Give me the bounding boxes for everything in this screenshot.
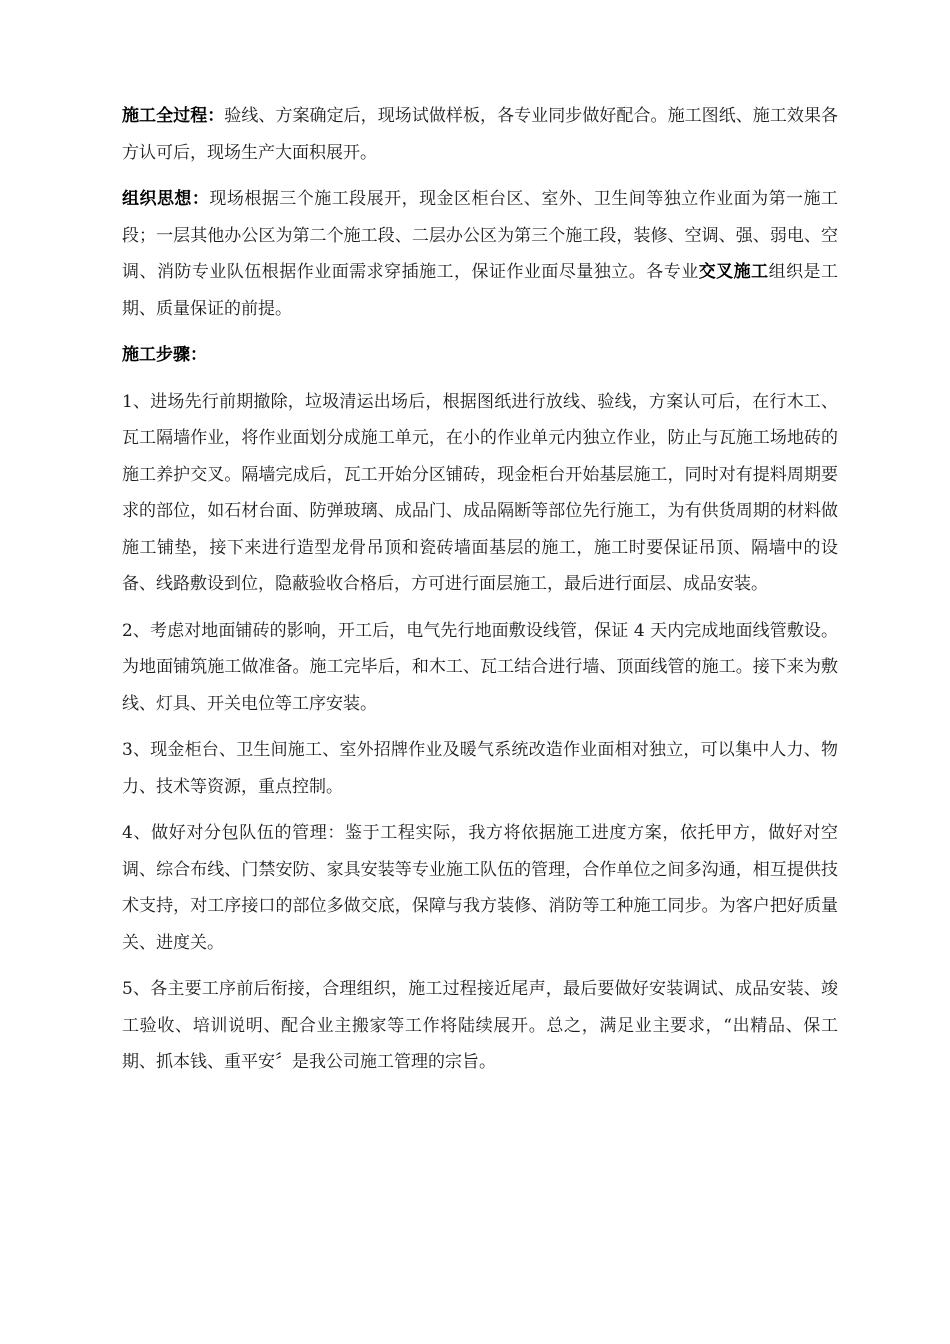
paragraph-construction-steps-heading [122, 337, 838, 374]
label-construction-process: 施工全过程： [122, 106, 225, 126]
label-organization-idea: 组织思想： [122, 189, 210, 209]
step-1: 1、进场先行前期撤除，垃圾清运出场后，根据图纸进行放线、验线，方案认可后，在行木工、瓦工隔墙作业，将作业面划分成施工单元，在小的作业单元内独立作业，防止与瓦施工场地砖的施工养护交叉。隔墙完成后，瓦工开始分区铺砖，现金柜台开始基层施工，同时对有提料周期要求的部位，如石材台面、防弹玻璃、成品门、成品隔断等部位先行施工，为有供货周期的材料做施工铺垫，接下来进行造型龙骨吊顶和瓷砖墙面基层的施工，施工时要保证吊顶、隔墙中的设备、线路敷设到位，隐蔽验收合格后，方可进行面层施工，最后进行面层、成品安装。 [122, 391, 838, 594]
paragraph-construction-process [122, 98, 838, 171]
text-organization-idea-a: 现场根据三个施工段展开，现金区柜台区、室外、卫生间等独立作业面为第一施工段；一层其他办公区为第二个施工段、二层办公区为第三个施工段，装修、空调、强、弱电、空调、消防专业队伍根据作业面需求穿插施工，保证作业面尽量独立。各专业 [122, 189, 838, 282]
step-3: 3、现金柜台、卫生间施工、室外招牌作业及暖气系统改造作业面相对独立，可以集中人力、物力、技术等资源，重点控制。 [122, 740, 838, 797]
step-5: 5、各主要工序前后衔接，合理组织，施工过程接近尾声，最后要做好安装调试、成品安装、竣工验收、培训说明、配合业主搬家等工作将陆续展开。总之，满足业主要求，“出精品、保工期、抓本钱、重平安〞是我公司施工管理的宗旨。 [122, 979, 838, 1072]
paragraph-organization-idea [122, 181, 838, 327]
text-construction-process: 验线、方案确定后，现场试做样板，各专业同步做好配合。施工图纸、施工效果各方认可后，现场生产大面积展开。 [122, 106, 839, 163]
document-body [122, 98, 838, 1091]
step-2: 2、考虑对地面铺砖的影响，开工后，电气先行地面敷设线管，保证 4 天内完成地面线管敷设。为地面铺筑施工做准备。施工完毕后，和木工、瓦工结合进行墙、顶面线管的施工。接下来为敷线、灯具、开关电位等工序安装。 [122, 620, 838, 714]
text-organization-idea-b: 组织是工期、质量保证的前提。 [122, 262, 839, 319]
label-construction-steps: 施工步骤： [122, 345, 207, 365]
emphasis-cross-construction: 交叉施工 [698, 262, 769, 282]
step-4: 4、做好对分包队伍的管理：鉴于工程实际，我方将依据施工进度方案，依托甲方，做好对空调、综合布线、门禁安防、家具安装等专业施工队伍的管理，合作单位之间多沟通，相互提供技术支持，对工序接口的部位多做交底，保障与我方装修、消防等工种施工同步。为客户把好质量关、进度关。 [122, 823, 838, 953]
